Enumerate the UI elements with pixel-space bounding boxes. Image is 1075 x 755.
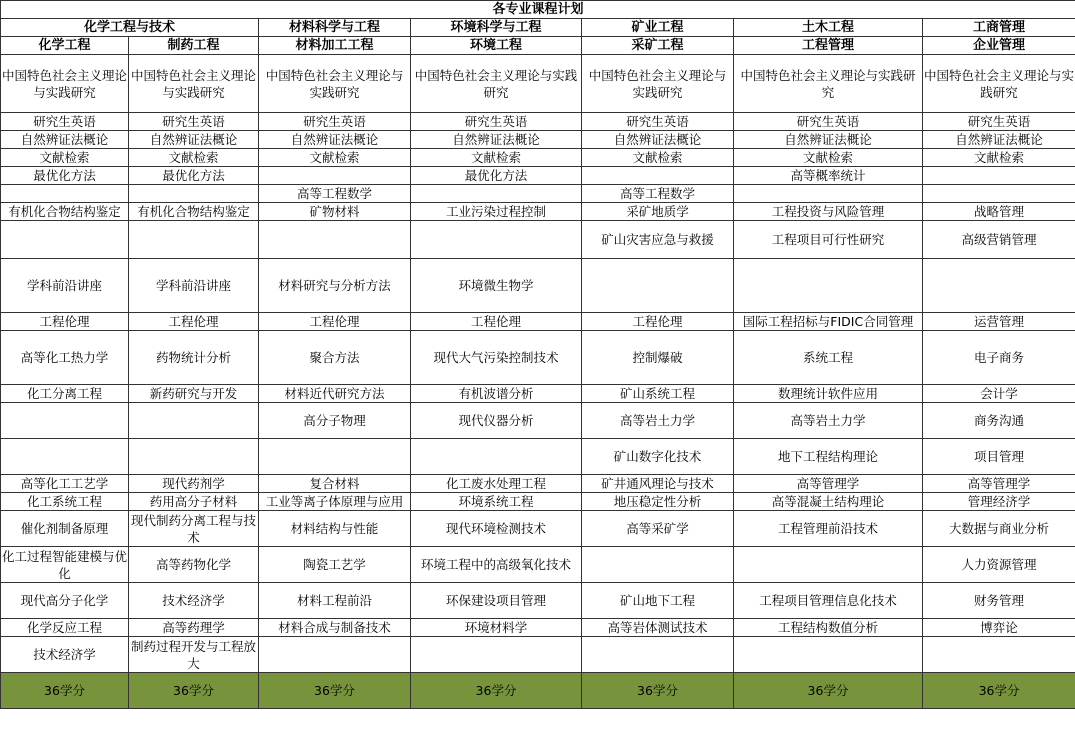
course-cell: 现代大气污染控制技术 [411, 331, 582, 385]
course-cell [923, 637, 1075, 673]
course-cell [923, 185, 1075, 203]
course-row [1, 385, 1075, 403]
course-cell: 技术经济学 [129, 583, 259, 619]
course-cell [1, 439, 129, 475]
course-cell: 文献检索 [734, 149, 923, 167]
course-cell: 战略管理 [923, 203, 1075, 221]
course-cell: 工程伦理 [1, 313, 129, 331]
course-row [1, 547, 1075, 583]
course-cell: 材料合成与制备技术 [259, 619, 411, 637]
course-cell [582, 637, 734, 673]
course-cell: 工业等离子体原理与应用 [259, 493, 411, 511]
credit-total: 36学分 [582, 673, 734, 709]
course-cell: 自然辨证法概论 [1, 131, 129, 149]
course-cell: 化学反应工程 [1, 619, 129, 637]
credit-total: 36学分 [259, 673, 411, 709]
course-cell: 文献检索 [582, 149, 734, 167]
course-cell: 材料工程前沿 [259, 583, 411, 619]
course-cell [1, 403, 129, 439]
course-row [1, 331, 1075, 385]
course-cell: 技术经济学 [1, 637, 129, 673]
course-cell: 有机化合物结构鉴定 [129, 203, 259, 221]
course-cell: 工业污染过程控制 [411, 203, 582, 221]
course-cell: 高等岩体测试技术 [582, 619, 734, 637]
course-cell: 自然辨证法概论 [923, 131, 1075, 149]
course-cell [734, 547, 923, 583]
course-cell: 文献检索 [1, 149, 129, 167]
course-cell: 高分子物理 [259, 403, 411, 439]
discipline-header: 环境科学与工程 [411, 19, 582, 37]
course-cell [259, 221, 411, 259]
course-cell: 数理统计软件应用 [734, 385, 923, 403]
course-row [1, 475, 1075, 493]
course-cell: 高等化工工艺学 [1, 475, 129, 493]
course-cell: 化工系统工程 [1, 493, 129, 511]
course-cell: 工程管理前沿技术 [734, 511, 923, 547]
course-cell: 最优化方法 [129, 167, 259, 185]
course-cell: 高级营销管理 [923, 221, 1075, 259]
course-cell: 研究生英语 [582, 113, 734, 131]
discipline-header: 工商管理 [923, 19, 1075, 37]
course-cell: 高等概率统计 [734, 167, 923, 185]
course-cell: 药用高分子材料 [129, 493, 259, 511]
course-cell: 矿山地下工程 [582, 583, 734, 619]
course-cell: 矿井通风理论与技术 [582, 475, 734, 493]
credit-total: 36学分 [129, 673, 259, 709]
course-cell: 自然辨证法概论 [411, 131, 582, 149]
course-cell [259, 167, 411, 185]
course-cell: 高等药理学 [129, 619, 259, 637]
course-cell: 文献检索 [923, 149, 1075, 167]
course-cell: 制药过程开发与工程放大 [129, 637, 259, 673]
discipline-header: 材料科学与工程 [259, 19, 411, 37]
course-cell: 研究生英语 [923, 113, 1075, 131]
course-cell: 人力资源管理 [923, 547, 1075, 583]
course-cell: 环境材料学 [411, 619, 582, 637]
course-cell: 会计学 [923, 385, 1075, 403]
course-cell: 地下工程结构理论 [734, 439, 923, 475]
course-cell [582, 259, 734, 313]
course-cell: 自然辨证法概论 [734, 131, 923, 149]
course-row [1, 403, 1075, 439]
course-cell [129, 185, 259, 203]
course-cell: 自然辨证法概论 [129, 131, 259, 149]
course-cell: 工程项目管理信息化技术 [734, 583, 923, 619]
course-row [1, 493, 1075, 511]
title-row [1, 1, 1075, 19]
major-header: 化学工程 [1, 37, 129, 55]
credit-total: 36学分 [923, 673, 1075, 709]
course-cell: 环保建设项目管理 [411, 583, 582, 619]
course-cell [923, 167, 1075, 185]
course-cell [734, 637, 923, 673]
course-cell: 化工分离工程 [1, 385, 129, 403]
course-cell: 学科前沿讲座 [129, 259, 259, 313]
course-cell: 催化剂制备原理 [1, 511, 129, 547]
course-cell: 现代仪器分析 [411, 403, 582, 439]
course-cell: 高等药物化学 [129, 547, 259, 583]
course-cell: 研究生英语 [411, 113, 582, 131]
course-cell: 文献检索 [259, 149, 411, 167]
course-cell: 采矿地质学 [582, 203, 734, 221]
course-cell: 矿山数字化技术 [582, 439, 734, 475]
course-row [1, 313, 1075, 331]
course-cell: 中国特色社会主义理论与实践研究 [582, 55, 734, 113]
course-cell: 中国特色社会主义理论与实践研究 [734, 55, 923, 113]
course-cell [582, 547, 734, 583]
course-row [1, 221, 1075, 259]
course-cell: 最优化方法 [1, 167, 129, 185]
course-cell: 现代制药分离工程与技术 [129, 511, 259, 547]
course-row [1, 203, 1075, 221]
course-cell: 中国特色社会主义理论与实践研究 [411, 55, 582, 113]
course-row [1, 511, 1075, 547]
course-cell [411, 637, 582, 673]
course-cell: 工程伦理 [582, 313, 734, 331]
discipline-header: 矿业工程 [582, 19, 734, 37]
course-cell: 高等工程数学 [259, 185, 411, 203]
course-cell: 新药研究与开发 [129, 385, 259, 403]
course-cell: 材料结构与性能 [259, 511, 411, 547]
course-cell: 陶瓷工艺学 [259, 547, 411, 583]
major-header: 制药工程 [129, 37, 259, 55]
course-cell [734, 259, 923, 313]
course-cell: 文献检索 [411, 149, 582, 167]
course-cell: 高等岩土力学 [582, 403, 734, 439]
course-cell [129, 439, 259, 475]
course-cell: 高等岩土力学 [734, 403, 923, 439]
course-cell: 高等化工热力学 [1, 331, 129, 385]
course-cell [1, 185, 129, 203]
course-cell [129, 403, 259, 439]
course-cell: 有机化合物结构鉴定 [1, 203, 129, 221]
credit-total: 36学分 [411, 673, 582, 709]
course-cell: 工程结构数值分析 [734, 619, 923, 637]
course-cell [411, 185, 582, 203]
course-cell: 现代环境检测技术 [411, 511, 582, 547]
course-row [1, 113, 1075, 131]
course-cell: 环境工程中的高级氧化技术 [411, 547, 582, 583]
course-cell [734, 185, 923, 203]
course-row [1, 439, 1075, 475]
page-title: 各专业课程计划 [1, 1, 1075, 19]
course-cell: 环境微生物学 [411, 259, 582, 313]
course-cell: 现代药剂学 [129, 475, 259, 493]
course-cell: 学科前沿讲座 [1, 259, 129, 313]
major-header: 环境工程 [411, 37, 582, 55]
major-header: 企业管理 [923, 37, 1075, 55]
course-cell: 中国特色社会主义理论与实践研究 [1, 55, 129, 113]
course-cell: 矿山灾害应急与救援 [582, 221, 734, 259]
discipline-header: 化学工程与技术 [1, 19, 259, 37]
course-cell: 系统工程 [734, 331, 923, 385]
course-cell: 工程项目可行性研究 [734, 221, 923, 259]
course-cell: 博弈论 [923, 619, 1075, 637]
course-cell [411, 439, 582, 475]
course-cell: 工程伦理 [411, 313, 582, 331]
course-cell: 管理经济学 [923, 493, 1075, 511]
course-cell: 研究生英语 [734, 113, 923, 131]
course-cell: 商务沟通 [923, 403, 1075, 439]
course-row [1, 185, 1075, 203]
course-cell: 自然辨证法概论 [582, 131, 734, 149]
course-row [1, 167, 1075, 185]
course-cell: 材料研究与分析方法 [259, 259, 411, 313]
course-cell [923, 259, 1075, 313]
course-cell: 化工废水处理工程 [411, 475, 582, 493]
course-cell: 工程伦理 [129, 313, 259, 331]
course-cell: 矿物材料 [259, 203, 411, 221]
course-cell: 自然辨证法概论 [259, 131, 411, 149]
course-cell: 中国特色社会主义理论与实践研究 [923, 55, 1075, 113]
course-cell: 高等混凝土结构理论 [734, 493, 923, 511]
course-cell [129, 221, 259, 259]
course-cell: 高等管理学 [923, 475, 1075, 493]
major-row [1, 37, 1075, 55]
course-cell: 财务管理 [923, 583, 1075, 619]
course-cell: 项目管理 [923, 439, 1075, 475]
course-cell: 工程投资与风险管理 [734, 203, 923, 221]
course-cell: 有机波谱分析 [411, 385, 582, 403]
discipline-row [1, 19, 1075, 37]
course-row [1, 637, 1075, 673]
course-cell: 高等管理学 [734, 475, 923, 493]
course-cell: 电子商务 [923, 331, 1075, 385]
course-cell: 中国特色社会主义理论与实践研究 [259, 55, 411, 113]
major-header: 工程管理 [734, 37, 923, 55]
course-cell: 现代高分子化学 [1, 583, 129, 619]
course-cell [582, 167, 734, 185]
course-cell: 运营管理 [923, 313, 1075, 331]
course-cell: 研究生英语 [259, 113, 411, 131]
course-cell: 研究生英语 [129, 113, 259, 131]
course-cell: 地压稳定性分析 [582, 493, 734, 511]
course-cell [411, 221, 582, 259]
course-cell: 工程伦理 [259, 313, 411, 331]
course-row [1, 583, 1075, 619]
course-cell: 药物统计分析 [129, 331, 259, 385]
course-cell [1, 221, 129, 259]
major-header: 采矿工程 [582, 37, 734, 55]
discipline-header: 土木工程 [734, 19, 923, 37]
course-cell [259, 439, 411, 475]
course-row [1, 131, 1075, 149]
credit-total: 36学分 [734, 673, 923, 709]
course-cell: 研究生英语 [1, 113, 129, 131]
course-cell: 化工过程智能建模与优化 [2, 548, 128, 581]
course-cell: 矿山系统工程 [582, 385, 734, 403]
major-header: 材料加工工程 [259, 37, 411, 55]
course-cell: 大数据与商业分析 [923, 511, 1075, 547]
course-cell: 复合材料 [259, 475, 411, 493]
course-cell: 中国特色社会主义理论与实践研究 [129, 55, 259, 113]
course-cell: 最优化方法 [411, 167, 582, 185]
course-cell: 材料近代研究方法 [259, 385, 411, 403]
course-cell: 控制爆破 [582, 331, 734, 385]
course-row [1, 149, 1075, 167]
total-row [1, 673, 1075, 709]
course-cell: 聚合方法 [259, 331, 411, 385]
course-cell: 文献检索 [129, 149, 259, 167]
course-cell: 高等采矿学 [582, 511, 734, 547]
credit-total: 36学分 [1, 673, 129, 709]
course-row [1, 259, 1075, 313]
course-row [1, 619, 1075, 637]
course-cell: 国际工程招标与FIDIC合同管理 [734, 313, 923, 331]
course-cell: 环境系统工程 [411, 493, 582, 511]
course-cell: 高等工程数学 [582, 185, 734, 203]
course-row [1, 55, 1075, 113]
course-cell [259, 637, 411, 673]
